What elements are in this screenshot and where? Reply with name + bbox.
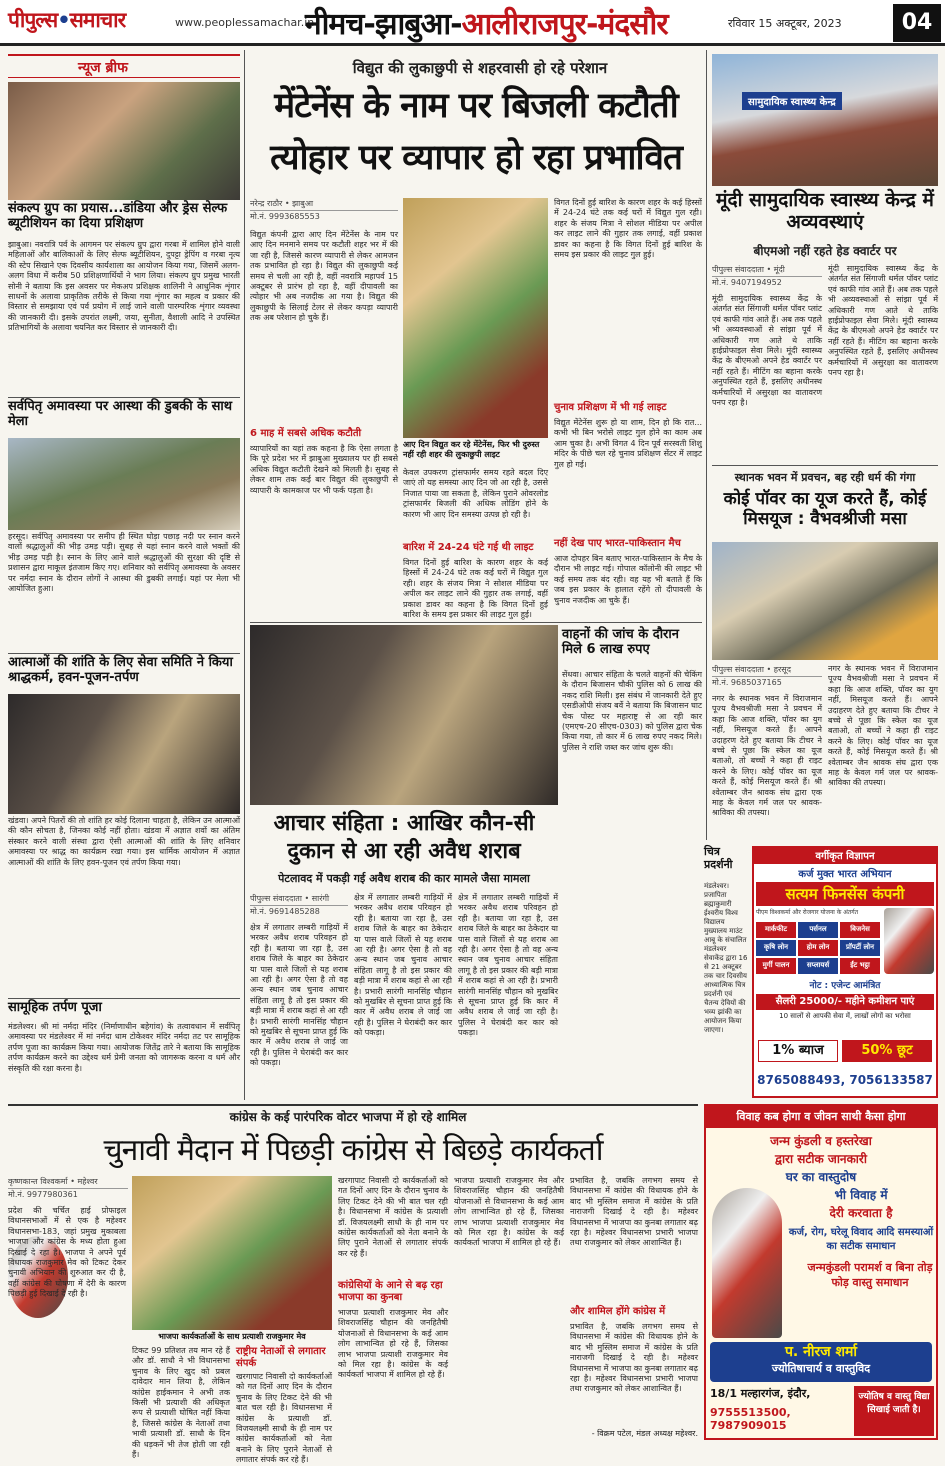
exhibition-brief bbox=[704, 846, 748, 1101]
story-headline: संकल्प ग्रुप का प्रयास...डांडिया और ड्रेस सेल्फ ब्यूटीशियन का दिया प्रशिक्षण bbox=[8, 201, 228, 231]
reporter-phone: मो.नं. 9685037165 bbox=[712, 678, 782, 687]
congress-headline: चुनावी मैदान में पिछड़ी कांग्रेस से बिछड़े कार्यकर्ता bbox=[103, 1133, 603, 1168]
photo-caption: आए दिन विद्युत कर रहे मेंटेनेंस, फिर भी दुरुस्त नहीं रही शहर की लुकाछुपी लाइट bbox=[403, 440, 540, 459]
electric-pole-photo bbox=[403, 198, 548, 438]
health-body: मूंदी सामुदायिक स्वास्थ्य केंद्र के अंतर्गत संत सिंगाजी थर्मल पॉवर प्लांट एवं काफी गांव आते हैं। अब तक पहले भी अव्यवस्थाओं से सांझा पूर्व में अधिकारी गण आते थे ताकि हाईप्रोफाइल सेवा मिले। मूंदी स्वास्थ्य केंद्र के बीएमओ अपने हेड क्वार्टर पर नहीं रहते हैं। मीटिंग का बहाना करके अनुपस्थित रहते हैं, इसलिए अधीनस्थ कर्मचारियों में असुरक्षा का वातावरण पनप रहा है। bbox=[712, 294, 822, 408]
newspaper-logo[interactable]: पीपुल्स•समाचार bbox=[8, 8, 126, 32]
health-centre-photo bbox=[712, 54, 938, 186]
astro-top-banner: विवाह कब होगा व जीवन साथी कैसा होगा bbox=[706, 1106, 936, 1128]
congress-subhead: और शामिल होंगे कांग्रेस में bbox=[570, 1306, 666, 1317]
vehicle-headline: वाहनों की जांच के दौरान मिले 6 लाख रुपए bbox=[562, 627, 679, 657]
pravachan-byline: पीपुल्स संवाददाता • हरसूद मो.नं. 9685037165 bbox=[712, 664, 822, 690]
astro-phones[interactable]: 9755513500, 7987909015 bbox=[710, 1406, 791, 1432]
edition-title: नीमच-झाबुआ-आलीराजपुर-मंदसौर bbox=[305, 7, 668, 42]
website-link[interactable]: www.peoplessamachar.in bbox=[175, 16, 315, 29]
astro-line: जन्म कुंडली व हस्तरेखा bbox=[770, 1134, 872, 1148]
reporter-place: मूंदी bbox=[773, 265, 785, 274]
river-fair-photo bbox=[8, 438, 240, 530]
story-headline: आत्माओं की शांति के लिए सेवा समिति ने किया श्राद्धकर्म, हवन-पूजन-तर्पण bbox=[8, 655, 233, 685]
left-column bbox=[8, 50, 240, 1100]
loan-type-tag: बिजनेस bbox=[840, 922, 880, 938]
loan-type-tag: प्रॉपर्टी लोन bbox=[840, 940, 880, 956]
loan-type-tag: मार्कफीट bbox=[756, 922, 796, 938]
congress-subhead: राष्ट्रीय नेताओं से लगातार संपर्क bbox=[236, 1346, 326, 1369]
agent-note: नोट : एजेन्ट आमंत्रित bbox=[809, 981, 881, 991]
lead-kicker: विद्युत की लुकाछुपी से शहरवासी हो रहे परेशान bbox=[352, 59, 608, 77]
masthead bbox=[0, 0, 945, 46]
lead-subhead: नहीं देख पाए भारत-पाकिस्तान मैच bbox=[554, 538, 681, 549]
lead-body: विगत दिनों हुई बारिश के कारण शहर के कई हिस्सों में 24-24 घंटे तक कई घरों में विद्युत गुल रही। शहर के संजय मित्रा ने सोशल मीडिया पर अपील कर लाइट लाने की गुहार तक लगाई, वहीं प्रकाश डावर का कहना है कि विगत दिनों हुई बारिश के समय इस प्रकार की लाइट गुल हुई। bbox=[554, 198, 702, 260]
astrologer-title: ज्योतिषाचार्य व वास्तुविद bbox=[771, 1362, 871, 1375]
divider bbox=[8, 653, 240, 654]
lead-story bbox=[250, 50, 702, 620]
health-headline: मूंदी सामुदायिक स्वास्थ्य केन्द्र में अव्यवस्थाएं bbox=[716, 189, 934, 233]
loan-types-grid bbox=[756, 922, 880, 974]
lead-subhead: चुनाव प्रशिक्षण में भी गई लाइट bbox=[554, 402, 667, 413]
loan-type-tag: पर्सनल bbox=[798, 922, 838, 938]
story-body: मंडलेश्वर। श्री मां नर्मदा मंदिर (निर्माणाधीन बहेगांव) के तत्वावधान में सर्वपितृ अमावस्या पर मंडलेश्वर में मां नर्मदा धाम टोकेश्वर मंदिर नर्मदा तट पर सामूहिक तर्पण पूजा का कार्यक्रम किया गया। आयोजक जितेंद्र तारे ने बताया कि सामूहिक तर्पण कार्यक्रम करने का उद्देश्य धर्म प्रेमी जनता को जागरूक करना व धर्म और संस्कृति की रक्षा करना है। bbox=[8, 1022, 240, 1073]
health-body: मूंदी सामुदायिक स्वास्थ्य केंद्र के अंतर्गत संत सिंगाजी थर्मल पॉवर प्लांट एवं काफी गांव आते हैं। अब तक पहले भी अव्यवस्थाओं से सांझा पूर्व में अधिकारी गण आते थे ताकि हाईप्रोफाइल सेवा मिले। मूंदी स्वास्थ्य केंद्र के बीएमओ अपने हेड क्वार्टर पर नहीं रहते हैं। मीटिंग का बहाना करके अनुपस्थित रहते हैं, इसलिए अधीनस्थ कर्मचारियों में असुरक्षा का वातावरण पनप रहा है। bbox=[828, 264, 938, 378]
pravachan-kicker: स्थानक भवन में प्रवचन, बह रही धर्म की गंगा bbox=[734, 471, 916, 484]
column-rule bbox=[706, 50, 707, 840]
congress-lead-text: प्रदेश की चर्चित हाई प्रोफाइल विधानसभाओं में से एक है महेश्वर विधानसभा-183, जहां प्रमुख मुकाबला भाजपा और कांग्रेस के मध्य होता हुआ दिखाई दे रहा है। भाजपा ने अपने पूर्व विधायक राजकुमार मेव को टिकट देकर चुनावी अभियान की शुरुआत कर दी है, वहीं कांग्रेस की घोषणा में देरी के कारण पिछड़ी हुई दिखाई दे रही है। bbox=[8, 1206, 126, 1299]
reporter-phone: मो.नं. 9407194952 bbox=[712, 278, 782, 287]
congress-story bbox=[8, 1104, 698, 1465]
reporter-name: नरेन्द्र राठौर bbox=[250, 199, 283, 208]
pravachan-photo bbox=[712, 542, 938, 660]
reporter-place: महेश्वर bbox=[77, 1177, 98, 1186]
exhibition-title: चित्र प्रदर्शनी bbox=[704, 845, 733, 871]
news-brief-bar bbox=[8, 54, 240, 78]
reporter-name: कृष्णकान्त विश्वकर्मा bbox=[8, 1177, 68, 1186]
lead-byline: नरेन्द्र राठौर • झाबुआ मो.नं. 9993685553 bbox=[250, 198, 398, 226]
classified-title: वर्गीकृत विज्ञापन bbox=[754, 848, 936, 864]
story-headline: सर्वपितृ अमावस्या पर आस्था की डुबकी के साथ मेला bbox=[8, 399, 233, 429]
interest-rate-badge: 1% ब्याज bbox=[758, 1040, 838, 1062]
trust-line: 10 सालों से आपकी सेवा में, लाखों लोगों का भरोसा bbox=[779, 1012, 911, 1020]
liquor-headline-line1: आचार संहिता : आखिर कौन-सी bbox=[273, 811, 535, 836]
congress-body: खरगापाट निवासी दो कार्यकर्ताओं को गत दिनों आए दिन के दौरान चुनाव के लिए टिकट देने की भी बात चल रही है। विधानसभा में कांग्रेस के प्रत्याशी डॉ. विजयलक्ष्मी साधौ के ही नाम पर कांग्रेस कार्यकर्ताओं को नेता बनाने के लिए पुराने नेताओं से लगातार संपर्क कर रहे हैं। bbox=[338, 1176, 448, 1258]
contact-phones[interactable]: 8765088493, 7056133587 bbox=[757, 1073, 933, 1087]
astro-line: द्वारा सटीक जानकारी bbox=[775, 1152, 867, 1166]
astro-line: घर का वास्तुदोष bbox=[785, 1170, 857, 1184]
company-tagline: पीएम विश्वकर्मा और रोजगार योजना के अंतर्गत bbox=[756, 909, 859, 916]
bjp-workers-photo bbox=[132, 1176, 332, 1330]
loan-type-tag: कृषि लोन bbox=[756, 940, 796, 956]
astrologer-name: प. नीरज शर्मा bbox=[784, 1344, 858, 1360]
vehicle-body: सेंधवा। आचार संहिता के चलते वाहनों की चेकिंग के दौरान बिजासन चौकी पुलिस को 6 लाख की नकद राशि मिली। इस संबंध में जानकारी देते हुए एसडीओपी संजय बर्वे ने बताया कि बिजासन घाट चेक पोस्ट पर महाराष्ट्र से आ रही कार (एमएच-20 सीएच-0303) को पुलिस द्वारा चेक किया गया, तो कार में 6 लाख रुपए नकद मिले। पुलिस ने राशि जब्त कर जांच शुरू की। bbox=[562, 670, 702, 752]
lead-subhead: बारिश में 24-24 घंटे गई थी लाइट bbox=[403, 542, 534, 553]
page-number: 04 bbox=[893, 4, 941, 42]
reporter-place: हरसूद bbox=[773, 665, 791, 674]
congress-body: भाजपा प्रत्याशी राजकुमार मेव और शिवराजसिंह चौहान की जनहितैषी योजनाओं से विधानसभा के कई आम लोग लाभान्वित हो रहे हैं, जिसका लाभ भाजपा प्रत्याशी राजकुमार मेव को मिल रहा है। कांग्रेस के कई कार्यकर्ता भाजपा में शामिल हो रहे हैं। bbox=[338, 1308, 448, 1380]
congress-body: टिकट 99 प्रतिशत तय मान रहे हैं और डॉ. साधौ ने भी विधानसभा चुनाव के लिए खुद को प्रबल दावेदार मान लिया है, लेकिन कांग्रेस हाईकमान ने अभी तक किसी भी प्रत्याशी की अधिकृत रूप से प्रत्याशी घोषित नहीं किया है, जिससे कांग्रेस के नेताओं तथा भावी प्रत्याशी डॉ. साधौ के दिन की धड़कनें भी तेज होती जा रही हैं। bbox=[132, 1346, 230, 1460]
astro-line: भी विवाह में bbox=[834, 1188, 888, 1202]
astro-vastu-text: जन्मकुंडली परामर्श व बिना तोड़ फोड़ वास्तु समाधान bbox=[807, 1261, 933, 1289]
reporter-name: पीपुल्स संवाददाता bbox=[250, 894, 302, 903]
congress-body: प्रभावित है, जबकि लगभग समय से विधानसभा में कांग्रेस की विधायक होने के बाद भी मुस्लिम समाज में कांग्रेस के प्रति नाराजगी दिखाई दे रही है। महेश्वर विधानसभा में भाजपा का कुनबा लगातार बढ़ रहा है। महेश्वर विधानसभा प्रभारी भाजपा तथा राजकुमार को लेकर आशान्वित हैं। bbox=[570, 1322, 698, 1394]
salary-line: सैलरी 25000/- महीने कमीशन पाएं bbox=[756, 994, 934, 1010]
health-centre-sign: सामुदायिक स्वास्थ्य केन्द्र bbox=[742, 92, 842, 110]
story-body: झाबुआ। नवरात्रि पर्व के आगमन पर संकल्प ग्रुप द्वारा गरबा में शामिल होने वाली महिलाओं और बालिकाओं के लिए सेल्फ ब्यूटीशियन, दुपट्टा ड्रेपिंग व गरबा नृत्य की स्टेप सिखाने एक दिवसीय कार्यशाला का आयोजन किया गया, जिसमें अलग-अलग विधा में करीब 50 प्रशिक्षणार्थियों ने भाग लिया। संकल्प ग्रुप प्रमुख भारती सोनी ने बताया कि इस अवसर पर मेकअप प्रशिक्षक शालिनी ने आधुनिक शृंगार साधनों के अलावा प्राकृतिक तरीके से किया गया शृंगार का महत्व व प्रकार की विस्तार से समझाया एवं पर्व प्रयोग में लाई जाने वाली पारम्परिक शृंगार व्यवस्था की जानकारी दी। इसके उपरांत लक्ष्मी, जया, सुनीता, वैशाली आदि ने उपस्थित प्रतिभागियों के अलावा चयनित कर विस्तार से जानकारी दी। bbox=[8, 240, 240, 333]
astro-address: 18/1 मल्हारगंज, इंदौर, bbox=[710, 1387, 811, 1400]
liquor-body: क्षेत्र में लगातार लम्बरी गाड़ियों में भरकर अवैध शराब परिवहन हो रही है। बताया जा रहा है, उस शराब जिले के बाहर का ठेकेदार या पास वाले जिलों से यह शराब आ रही है। अगर ऐसा है तो वह अन्य स्थान जब चुनाव आचार संहिता लागू है तो इस प्रकार की बड़ी मात्रा में शराब कहां से आ रही है। प्रभारी सारंगी मानसिंह चौहान को मुखबिर से सूचना प्राप्त हुई कि कार में अवैध शराब ले जाई जा रही है। पुलिस ने घेराबंदी कर कार को पकड़ा। bbox=[458, 893, 558, 1038]
classified-sub: कर्ज मुक्त भारत अभियान bbox=[798, 869, 892, 880]
lead-body: विगत दिनों हुई बारिश के कारण शहर के कई हिस्सों में 24-24 घंटे तक कई घरों में विद्युत गुल रही। शहर के संजय मित्रा ने सोशल मीडिया पर अपील कर लाइट लाने की गुहार तक लगाई, वहीं प्रकाश डावर का कहना है कि विगत दिनों हुई बारिश के समय इस प्रकार की लाइट गुल हुई। bbox=[403, 558, 548, 620]
health-subheadline: बीएमओ नहीं रहते हेड क्वार्टर पर bbox=[753, 244, 897, 258]
story-body: हरसूद। सर्वपितृ अमावस्या पर समीप ही स्थित घोड़ा पछाड़ नदी पर स्नान करने वालों श्रद्धालुओं की भीड़ उमड़ पड़ी। सुबह से यहां स्नान करने वाले भक्तों की भीड़ उमड़ पड़ी है। स्नान के लिए आने वाले श्रद्धालुओं की सुरक्षा की दृष्टि से प्रशासन द्वारा माकूल इंतजाम किए गए। शनिवार को सर्वपितृ अमावस्या के अवसर पर नर्मदा स्नान के दौरान लोगों ने आस्था की डुबकी लगाई। यहां पर मेला भी आयोजित हुआ। bbox=[8, 532, 240, 594]
astro-course-badge: ज्योतिष व वास्तु विद्या सिखाई जाती है। bbox=[854, 1386, 934, 1436]
subsidy-badge: 50% छूट bbox=[842, 1040, 932, 1062]
pravachan-body: नगर के स्थानक भवन में विराजमान पूज्य वैभवश्रीजी मसा ने प्रवचन में कहा कि आज शक्ति, पॉवर का युग नहीं, मिसयूज करते हैं। आपने उदाहरण देते हुए बताया कि टीचर ने बच्चे से पूछा कि स्केल का यूज बताओ, तो बच्चों ने कहा ही राइट करने के लिए। कोई पॉवर का यूज करते हैं, कोई मिसयूज करते हैं। श्री श्वेताम्बर जैन श्रावक संघ द्वारा एक माह के केवल गर्म जल पर श्रावक-श्राविका की तपस्या। bbox=[828, 664, 938, 788]
loan-type-tag: ईंट भट्ठा bbox=[840, 958, 880, 974]
liquor-body: क्षेत्र में लगातार लम्बरी गाड़ियों में भरकर अवैध शराब परिवहन हो रही है। बताया जा रहा है, उस शराब जिले के बाहर का ठेकेदार या पास वाले जिलों से यह शराब आ रही है। अगर ऐसा है तो वह अन्य स्थान जब चुनाव आचार संहिता लागू है तो इस प्रकार की बड़ी मात्रा में शराब कहां से आ रही है। प्रभारी सारंगी मानसिंह चौहान को मुखबिर से सूचना प्राप्त हुई कि कार में अवैध शराब ले जाई जा रही है। पुलिस ने घेराबंदी कर कार को पकड़ा। bbox=[354, 893, 452, 1038]
health-byline: पीपुल्स संवाददाता • मूंदी मो.नं. 9407194952 bbox=[712, 264, 822, 290]
divider bbox=[8, 397, 240, 398]
loan-type-tag: सप्लायर्स bbox=[798, 958, 838, 974]
issue-date: रविवार 15 अक्टूबर, 2023 bbox=[728, 17, 842, 30]
liquor-body: क्षेत्र में लगातार लम्बरी गाड़ियों में भरकर अवैध शराब परिवहन हो रही है। बताया जा रहा है, उस शराब जिले के बाहर का ठेकेदार या पास वाले जिलों से यह शराब आ रही है। अगर ऐसा है तो वह अन्य स्थान जब चुनाव आचार संहिता लागू है तो इस प्रकार की बड़ी मात्रा में शराब कहां से आ रही है। प्रभारी सारंगी मानसिंह चौहान को मुखबिर से सूचना प्राप्त हुई कि कार में अवैध शराब ले जाई जा रही है। पुलिस ने घेराबंदी कर कार को पकड़ा। bbox=[250, 923, 348, 1068]
dandiya-photo bbox=[8, 82, 240, 200]
news-brief-label: न्यूज ब्रीफ bbox=[78, 60, 128, 76]
pravachan-headline: कोई पॉवर का यूज करते हैं, कोई मिसयूज : वैभवश्रीजी मसा bbox=[723, 489, 927, 529]
reporter-phone: मो.नं. 9993685553 bbox=[250, 212, 320, 221]
astrologer-nameplate bbox=[710, 1342, 932, 1382]
congress-kicker: कांग्रेस के कई पारंपरिक वोटर भाजपा में हो रहे शामिल bbox=[229, 1110, 467, 1124]
lead-subhead: 6 माह में सबसे अधिक कटौती bbox=[250, 428, 362, 439]
lead-body: विद्युत कंपनी द्वारा आए दिन मेंटेनेंस के नाम पर आए दिन मनमाने समय पर कटौती शहर भर में की जा रही है, जिससे कारण व्यापारी से लेकर आमजन तक प्रभावित हो रहा है। विद्युत की लुकाछुपी कई समय से चली आ रही है, वहीं नवरात्रि महापर्व 15 अक्टूबर से प्रारंभ हो रहा है, वहीं दीपावली का त्योहार भी अब नजदीक आ गया है। विद्युत की लुकाछुपी के सिलाई टेलर से लेकर कपड़ा व्यापारी तक अब परेशान हो चुके हैं। bbox=[250, 230, 398, 323]
congress-byline: कृष्णकान्त विश्वकर्मा • महेश्वर मो.नं. 9977980361 bbox=[8, 1176, 128, 1202]
reporter-place: झाबुआ bbox=[292, 199, 313, 208]
tarpan-photo bbox=[8, 694, 240, 814]
reporter-phone: मो.नं. 9691485288 bbox=[250, 907, 320, 916]
exhibition-body: मंडलेश्वर। प्रजापिता ब्रह्माकुमारी ईश्वरीय विश्व विद्यालय मुख्यालय माउंट आबू के संचालित मंडलेश्वर सेवाकेंद्र द्वारा 16 से 21 अक्टूबर तक चार दिवसीय आध्यात्मिक चित्र प्रदर्शनी एवं चैतन्य देवियों की भव्य झांकी का आयोजन किया जाएगा। bbox=[704, 882, 748, 1034]
congress-body: प्रभावित है, जबकि लगभग समय से विधानसभा में कांग्रेस की विधायक होने के बाद भी मुस्लिम समाज में कांग्रेस के प्रति नाराजगी दिखाई दे रही है। महेश्वर विधानसभा में भाजपा का कुनबा लगातार बढ़ रहा है। महेश्वर विधानसभा प्रभारी भाजपा तथा राजकुमार को लेकर आशान्वित हैं। bbox=[570, 1176, 698, 1248]
astrologer-photo bbox=[712, 1188, 782, 1338]
lead-body: विद्युत मेंटेनेंस शुरू हो या शाम, दिन हो कि रात... कभी भी बिन भरोसे लाइट गुल होने का काम अब आम चुका है। अभी विगत 4 दिन पूर्व सरस्वती शिशु मंदिर के पीछे चल रहे चुनाव प्रशिक्षण सेंटर में लाइट गुल हो गई। bbox=[554, 418, 702, 469]
loan-type-tag: होम लोन bbox=[798, 940, 838, 956]
column-rule bbox=[244, 50, 245, 1100]
classified-ad[interactable] bbox=[752, 846, 938, 1098]
lead-headline-line1: मेंटेनेंस के नाम पर बिजली कटौती bbox=[274, 86, 678, 126]
liquor-story bbox=[250, 625, 558, 1110]
astro-line: देरी करवाता है bbox=[829, 1206, 893, 1220]
divider bbox=[250, 622, 702, 623]
lead-body: व्यापारियों का यहां तक कहना है कि ऐसा लगता है कि पूरे प्रदेश भर में झाबुआ मुख्यालय पर ही सबसे अधिक विद्युत कटौती देखने को मिलती है। सुबह से लेकर शाम तक कई बार विद्युत की लुकाछुपी से व्यापारी के कामकाज पर भी फर्क पड़ता है। bbox=[250, 444, 398, 495]
model-photo bbox=[884, 908, 934, 974]
reporter-name: पीपुल्स संवाददाता bbox=[712, 665, 764, 674]
loan-type-tag: मुर्गी पालन bbox=[756, 958, 796, 974]
company-name: सत्यम फिनसेंस कंपनी bbox=[756, 882, 934, 906]
story-body: खंडवा। अपने पितरों की तो शांति हर कोई दिलाना चाहता है, लेकिन उन आत्माओं की कौन सोचता है, जिनका कोई नहीं होता। खंडवा में अज्ञात शवों का अंतिम संस्कार करने वाली संस्था द्वारा ऐसी आत्माओं की शांति के लिए शनिवार अमावस्या पर श्राद्ध का कार्यक्रम रखा गया। इस धार्मिक आयोजन में अज्ञात आत्माओं की शांति के लिए हवन-पूजन एवं तर्पण किया गया। bbox=[8, 816, 240, 867]
health-centre-story bbox=[712, 50, 938, 460]
lead-body: केवल उपकरण ट्रांसफार्मर समय रहते बदल दिए जाएं तो यह समस्या आए दिन जो आ रही है, उससे निजात पाया जा सकता है, लेकिन पुराने ओवरलोड ट्रांसफार्मर बिजली की अधिक लोडिंग होने के कारण भी आए दिन समस्या उत्पन्न हो रही है। bbox=[403, 468, 548, 519]
vehicle-check-story bbox=[562, 628, 702, 1108]
pravachan-body: नगर के स्थानक भवन में विराजमान पूज्य वैभवश्रीजी मसा ने प्रवचन में कहा कि आज शक्ति, पॉवर का युग नहीं, मिसयूज करते हैं। आपने उदाहरण देते हुए बताया कि टीचर ने बच्चे से पूछा कि स्केल का यूज बताओ, तो बच्चों ने कहा ही राइट करने के लिए। कोई पॉवर का यूज करते हैं, कोई मिसयूज करते हैं। श्री श्वेताम्बर जैन श्रावक संघ द्वारा एक माह के केवल गर्म जल पर श्रावक-श्राविका की तपस्या। bbox=[712, 694, 822, 818]
lead-headline-line2: त्योहार पर व्यापार हो रहा प्रभावित bbox=[270, 138, 682, 178]
liquor-headline-line2: दुकान से आ रही अवैध शराब bbox=[287, 839, 521, 864]
liquor-byline: पीपुल्स संवाददाता • सारंगी मो.नं. 9691485288 bbox=[250, 893, 348, 919]
congress-body: भाजपा प्रत्याशी राजकुमार मेव और शिवराजसिंह चौहान की जनहितैषी योजनाओं से विधानसभा के कई आम लोग लाभान्वित हो रहे हैं, जिसका लाभ भाजपा प्रत्याशी राजकुमार मेव को मिल रहा है। कांग्रेस के कई कार्यकर्ता भाजपा में शामिल हो रहे हैं। bbox=[454, 1176, 564, 1248]
astro-services: कर्ज, रोग, घरेलू विवाद आदि समस्याओं का सटीक समाधान bbox=[788, 1227, 934, 1252]
liquor-seizure-photo bbox=[250, 625, 558, 805]
reporter-phone: मो.नं. 9977980361 bbox=[8, 1190, 78, 1199]
congress-body: खरगापाट निवासी दो कार्यकर्ताओं को गत दिनों आए दिन के दौरान चुनाव के लिए टिकट देने की भी बात चल रही है। विधानसभा में कांग्रेस के प्रत्याशी डॉ. विजयलक्ष्मी साधौ के ही नाम पर कांग्रेस कार्यकर्ताओं को नेता बनाने के लिए पुराने नेताओं से लगातार संपर्क कर रहे हैं। bbox=[236, 1372, 332, 1465]
story-headline: सामूहिक तर्पण पूजा bbox=[8, 1000, 102, 1015]
signoff: - विक्रम पटेल, मंडल अध्यक्ष महेश्वर. bbox=[591, 1429, 698, 1438]
lead-body: आज दोपहर बिन बताए भारत-पाकिस्तान के मैच के दौरान भी लाइट गई। गोपाल कॉलोनी की लाइट भी कई समय तक बंद रही। वह यह भी बताते हैं कि जब इस प्रकार के हालात रहेंगे तो दीपावली के चुनाव नजदीक आ चुके हैं। bbox=[554, 554, 702, 605]
reporter-name: पीपुल्स संवाददाता bbox=[712, 265, 764, 274]
congress-subhead: कांग्रेसियों के आने से बढ़ रहा भाजपा का कुनबा bbox=[338, 1280, 443, 1303]
astrology-ad[interactable] bbox=[704, 1104, 938, 1440]
pravachan-story bbox=[712, 465, 938, 840]
liquor-subheadline: पेटलावद में पकड़ी गई अवैध शराब की कार मामले जैसा मामला bbox=[278, 872, 530, 885]
divider bbox=[8, 998, 240, 999]
photo-caption: भाजपा कार्यकर्ताओं के साथ प्रत्याशी राजकुमार मेव bbox=[158, 1332, 306, 1341]
reporter-place: सारंगी bbox=[311, 894, 330, 903]
